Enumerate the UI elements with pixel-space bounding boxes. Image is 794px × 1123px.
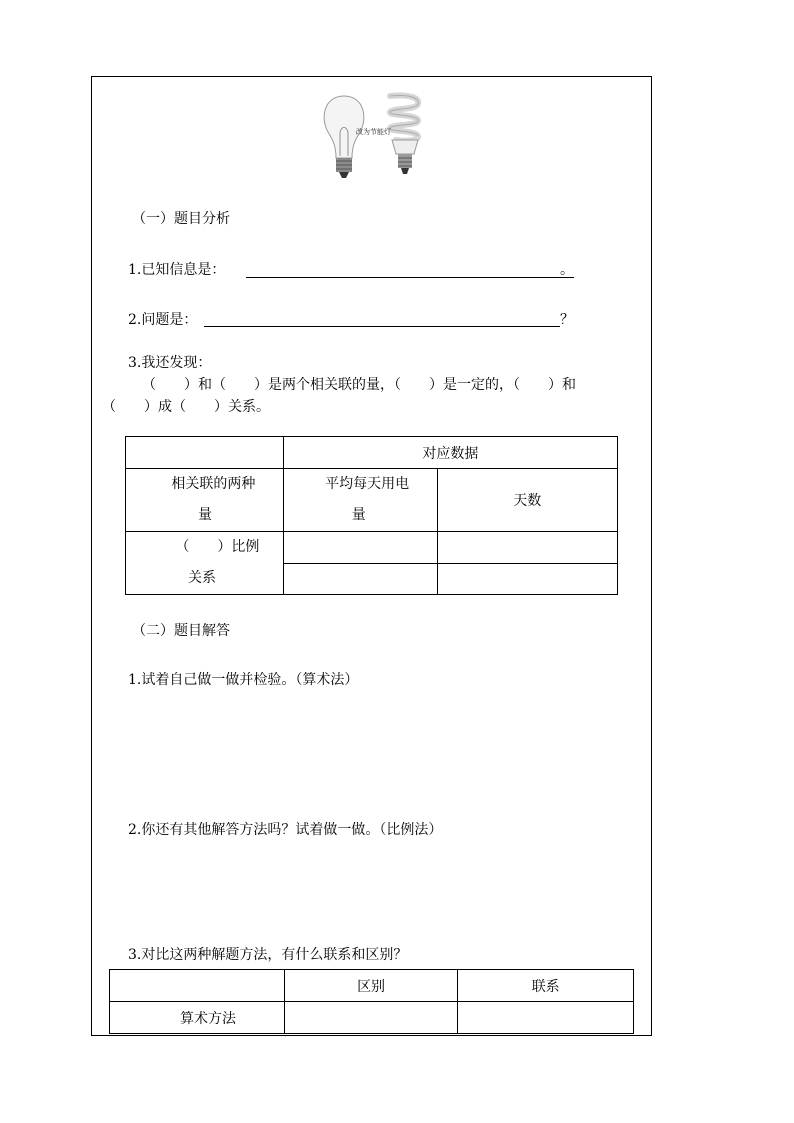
q2-end: ？ [560,312,574,328]
q1-label: 1.已知信息是： [128,262,226,278]
table2-cell-link[interactable] [458,1002,634,1034]
table2-corner-cell [110,970,285,1002]
incandescent-bulb-icon [324,96,364,178]
q2-answer-line[interactable] [204,326,560,327]
q1-answer-line[interactable] [246,277,574,278]
table1-cell-r1c2[interactable] [437,532,617,564]
cfl-bulb-icon [390,95,418,174]
table1-cell-r1c1[interactable] [283,532,437,564]
q3-line1: （ ）和（ ）是两个相关联的量，（ ）是一定的，（ ）和 [142,377,576,393]
q3-label: 3.我还发现： [128,355,212,371]
table1-relation-label [126,532,284,595]
s2-q2: 2.你还有其他解答方法吗？试着做一做。（比例法） [128,822,443,838]
table1-cell-r2c1[interactable] [283,564,437,595]
table1-col-days: 天数 [437,469,617,532]
s2-q3: 3.对比这两种解题方法，有什么联系和区别？ [128,947,408,963]
light-bulbs-illustration [318,92,442,188]
table2-row-arith: 算术方法 [110,1002,285,1034]
analysis-table [125,436,618,595]
s2-q1: 1.试着自己做一做并检验。（算术法） [128,672,359,688]
q1-end: 。 [560,262,574,278]
table1-cell-r2c2[interactable] [437,564,617,595]
table1-corner-cell [126,437,284,469]
bulb-icons [318,92,442,188]
table2-col-diff: 区别 [284,970,458,1002]
bulb-caption: 改为节能灯 [356,128,391,136]
table1-header: 对应数据 [283,437,617,469]
comparison-table [109,969,634,1034]
q3-line2: （ ）成（ ）关系。 [102,399,270,415]
table1-col-usage-line2: 量 [351,507,366,523]
section1-heading: （一）题目分析 [132,211,230,227]
table2-cell-diff[interactable] [284,1002,458,1034]
table1-row-label-line2: 量 [198,507,212,523]
table1-col-usage-line1: 平均每天用电 [325,476,410,492]
table1-col-usage [283,469,437,532]
section2-heading: （二）题目解答 [132,623,230,639]
table1-relation-line1: （ ）比例 [175,539,260,555]
table1-row-label-line1: 相关联的两种 [171,476,256,492]
table2-col-link: 联系 [458,970,634,1002]
q2-label: 2.问题是： [128,312,198,328]
table1-relation-line2: 关系 [188,570,216,586]
table1-row-label [126,469,284,532]
